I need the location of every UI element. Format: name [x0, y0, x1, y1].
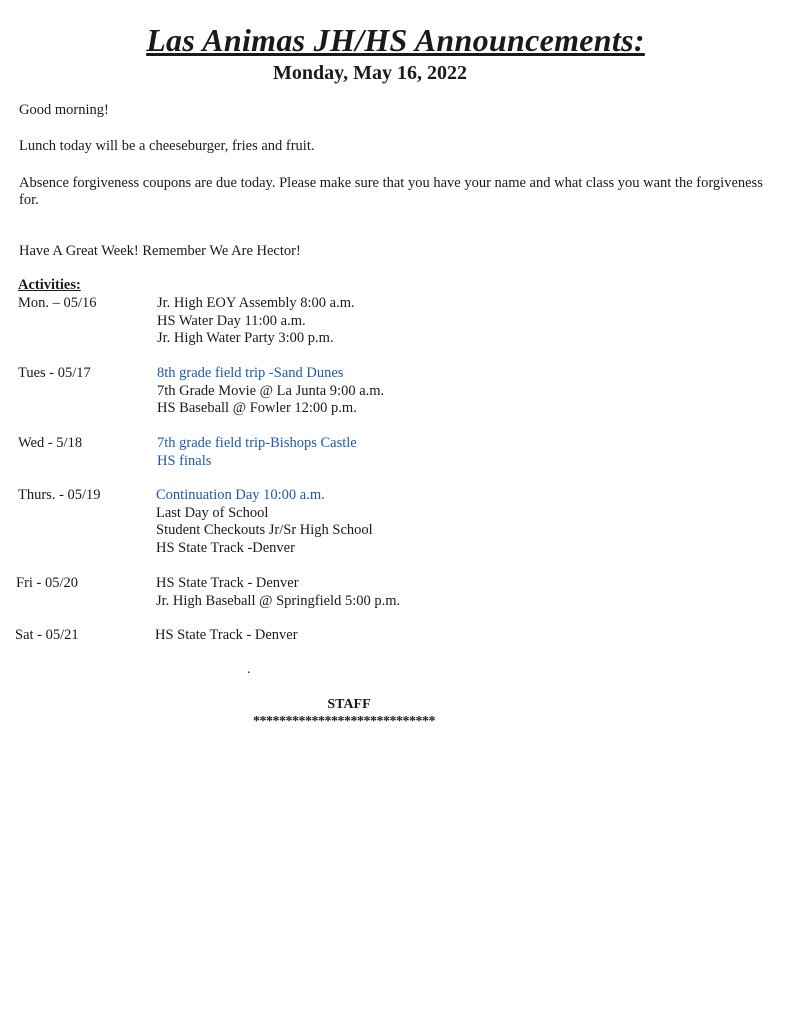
lunch-text: Lunch today will be a cheeseburger, fries and fruit. — [19, 138, 315, 154]
activity-events — [156, 487, 373, 557]
announcement-date: Monday, May 16, 2022 — [273, 62, 467, 84]
activity-event: 7th grade field trip-Bishops Castle — [157, 435, 357, 451]
activity-event: HS State Track - Denver — [156, 575, 299, 591]
staff-signature: STAFF — [327, 697, 371, 712]
activity-event: HS State Track - Denver — [155, 627, 298, 643]
activity-event: HS Baseball @ Fowler 12:00 p.m. — [157, 400, 357, 416]
activity-event: Student Checkouts Jr/Sr High School — [156, 522, 373, 538]
activity-day: Mon. – 05/16 — [18, 295, 97, 311]
activity-event: HS Water Day 11:00 a.m. — [157, 312, 306, 329]
activity-event: Last Day of School — [156, 504, 269, 521]
activity-event: Continuation Day 10:00 a.m. — [156, 487, 325, 503]
activity-events — [157, 295, 355, 348]
activity-day: Tues - 05/17 — [18, 365, 91, 381]
activities-heading: Activities: — [18, 277, 81, 293]
activity-day: Fri - 05/20 — [16, 575, 79, 591]
activity-event: Jr. High EOY Assembly 8:00 a.m. — [157, 295, 355, 311]
activity-event: 7th Grade Movie @ La Junta 9:00 a.m. — [157, 382, 385, 399]
greeting-text: Good morning! — [19, 102, 109, 118]
star-divider: **************************** — [253, 714, 435, 729]
activity-events — [157, 435, 357, 470]
coupons-text: Absence forgiveness coupons are due today. Please make sure that you have your name and what class you want the forgiveness for. — [19, 175, 763, 208]
activity-event: HS State Track -Denver — [156, 539, 295, 556]
activity-event: Jr. High Water Party 3:00 p.m. — [157, 330, 334, 346]
activity-day: Sat - 05/21 — [15, 627, 79, 643]
activity-day: Thurs. - 05/19 — [18, 487, 101, 503]
activity-events — [155, 627, 298, 645]
closing-text: Have A Great Week! Remember We Are Hector! — [19, 243, 301, 259]
activity-event: HS finals — [157, 452, 212, 469]
activity-day: Wed - 5/18 — [18, 435, 83, 451]
activity-event: 8th grade field trip -Sand Dunes — [157, 365, 344, 381]
stray-mark: . — [247, 662, 251, 677]
activity-events — [156, 575, 400, 610]
page-title: Las Animas JH/HS Announcements: — [146, 22, 645, 58]
activity-event: Jr. High Baseball @ Springfield 5:00 p.m. — [156, 592, 401, 609]
activity-events — [157, 365, 384, 418]
